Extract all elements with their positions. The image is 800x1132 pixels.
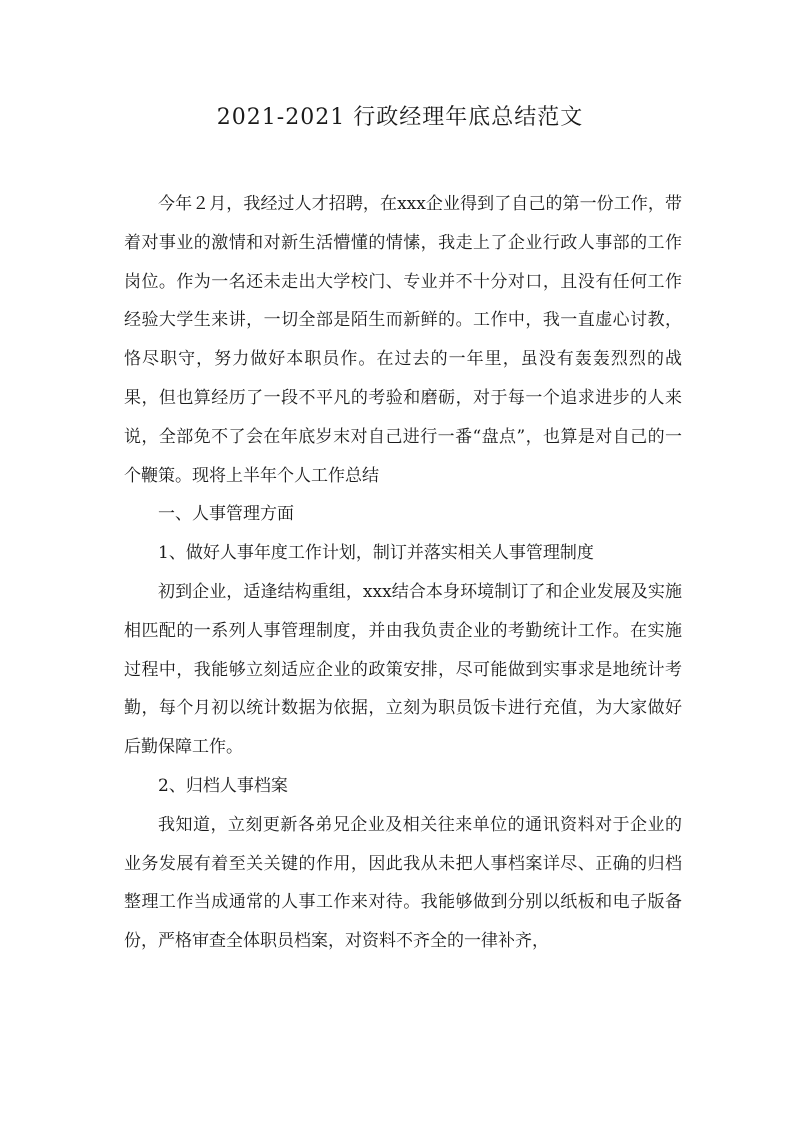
- paragraph-intro: 今年２月，我经过人才招聘，在xxx企业得到了自己的第一份工作，带着对事业的激情和对新生活懵懂的情愫，我走上了企业行政人事部的工作岗位。作为一名还未走出大学校门、专业并不十分对口，且没有任何工作经验大学生来讲，一切全部是陌生而新鲜的。工作中，我一直虚心讨教，恪尽职守，努力做好本职员作。在过去的一年里，虽没有轰轰烈烈的战果，但也算经历了一段不平凡的考验和磨砺，对于每一个追求进步的人来说，全部免不了会在年底岁末对自己进行一番“盘点”，也算是对自己的一个鞭策。现将上半年个人工作总结: [124, 194, 682, 486]
- paragraph-attendance: 初到企业，适逢结构重组，xxx结合本身环境制订了和企业发展及实施相匹配的一系列人事管理制度，并由我负责企业的考勤统计工作。在实施过程中，我能够立刻适应企业的政策安排，尽可能做到实事求是地统计考勤，每个月初以统计数据为依据，立刻为职员饭卡进行充值，为大家做好后勤保障工作。: [124, 581, 682, 758]
- document-body: [124, 185, 682, 961]
- paragraph-archives: 我知道，立刻更新各弟兄企业及相关往来单位的通讯资料对于企业的业务发展有着至关关键的作用，因此我从未把人事档案详尽、正确的归档整理工作当成通常的人事工作来对待。我能够做到分别以纸板和电子版备份，严格审查全体职员档案，对资料不齐全的一律补齐，: [124, 814, 682, 952]
- section-heading-personnel: 一、人事管理方面: [158, 504, 294, 525]
- subheading-annual-plan: 1、做好人事年度工作计划，制订并落实相关人事管理制度: [158, 543, 594, 564]
- document-title: 2021-2021 行政经理年底总结范文: [216, 105, 584, 130]
- subheading-archives: 2、归档人事档案: [158, 775, 288, 796]
